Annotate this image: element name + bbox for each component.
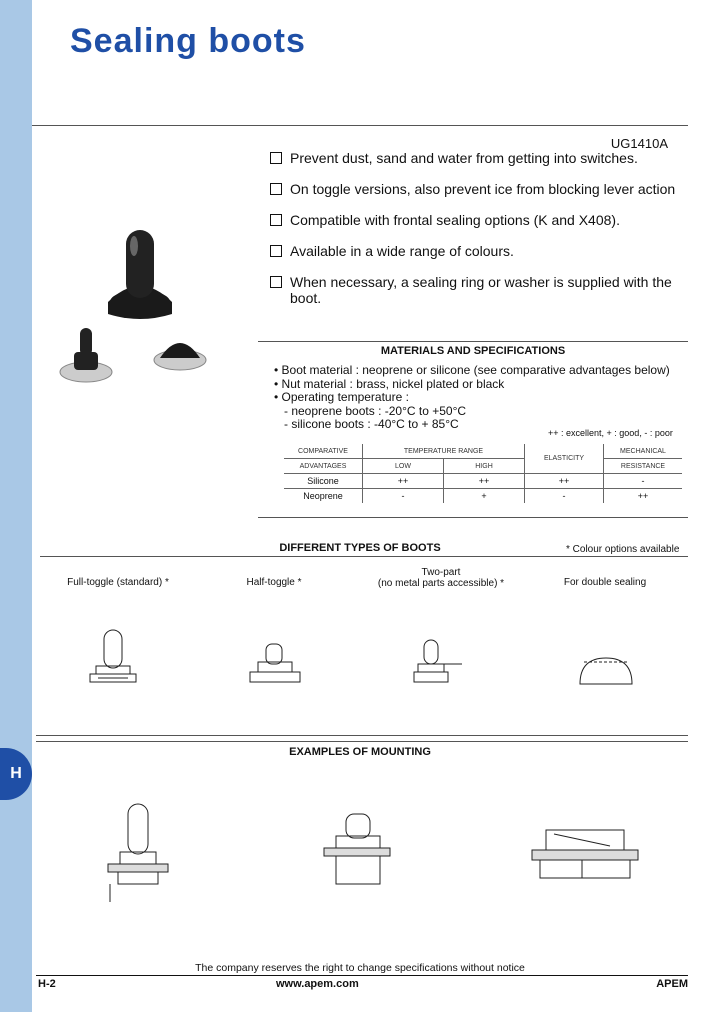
- materials-bottom-rule: [258, 517, 688, 518]
- table-cell: +: [444, 489, 525, 504]
- full-toggle-drawing: [86, 626, 146, 686]
- checkbox-square-icon: [270, 152, 282, 164]
- part-reference: UG1410A: [610, 136, 668, 151]
- mounting-example-drawing: [104, 798, 174, 908]
- page-number: H-2: [38, 978, 56, 990]
- spec-line: - silicone boots : -40°C to + 85°C: [284, 417, 459, 431]
- colour-note: * Colour options available: [566, 544, 680, 555]
- materials-top-rule: [258, 341, 688, 342]
- types-rule: [40, 556, 688, 557]
- table-header: HIGH: [444, 459, 525, 474]
- feature-list: [270, 150, 690, 321]
- feature-item: On toggle versions, also prevent ice from blocking lever action: [270, 181, 690, 197]
- checkbox-square-icon: [270, 214, 282, 226]
- table-corner-label: COMPARATIVE: [284, 444, 363, 459]
- double-sealing-drawing: [576, 650, 636, 690]
- section-tab: H: [0, 748, 32, 800]
- table-row: [284, 489, 682, 504]
- title-divider: [32, 125, 688, 126]
- table-cell: -: [363, 489, 444, 504]
- table-cell: ++: [363, 474, 444, 489]
- table-header: LOW: [363, 459, 444, 474]
- checkbox-square-icon: [270, 183, 282, 195]
- two-part-drawing: [412, 636, 482, 696]
- table-cell: ++: [604, 489, 683, 504]
- table-cell: -: [525, 489, 604, 504]
- boot-types-title: DIFFERENT TYPES OF BOOTS: [279, 542, 441, 554]
- checkbox-square-icon: [270, 245, 282, 257]
- boot-type-label: For double sealing: [563, 577, 647, 588]
- feature-item: When necessary, a sealing ring or washer is supplied with the boot.: [270, 274, 690, 306]
- mounting-example-drawing: [322, 808, 392, 888]
- website-link[interactable]: www.apem.com: [276, 978, 359, 990]
- table-header: MECHANICAL: [604, 444, 683, 459]
- spec-line: • Operating temperature :: [274, 390, 409, 404]
- rating-legend: ++ : excellent, + : good, - : poor: [548, 428, 673, 438]
- product-photo: [48, 210, 248, 410]
- feature-item: Compatible with frontal sealing options (K and X408).: [270, 212, 690, 228]
- table-cell: -: [604, 474, 683, 489]
- spec-line: • Boot material : neoprene or silicone (see comparative advantages below): [274, 363, 670, 377]
- table-cell: Neoprene: [303, 491, 343, 501]
- footer-rule: [36, 975, 688, 976]
- table-cell: Silicone: [284, 474, 363, 489]
- feature-item: Available in a wide range of colours.: [270, 243, 690, 259]
- boot-type-label: Full-toggle (standard) *: [67, 577, 169, 588]
- table-header: TEMPERATURE RANGE: [363, 444, 525, 459]
- table-header: RESISTANCE: [604, 459, 683, 474]
- materials-specs: [274, 364, 670, 432]
- boot-type-label: Two-part (no metal parts accessible) *: [377, 567, 505, 589]
- checkbox-square-icon: [270, 276, 282, 288]
- mounting-rule-top: [36, 735, 688, 736]
- table-cell: ++: [444, 474, 525, 489]
- page-title: Sealing boots: [70, 22, 306, 60]
- table-header: ELASTICITY: [525, 444, 604, 474]
- left-sidebar-band: [0, 0, 32, 1012]
- materials-title: MATERIALS AND SPECIFICATIONS: [380, 345, 566, 357]
- mounting-example-drawing: [530, 826, 640, 886]
- feature-item: Prevent dust, sand and water from getting into switches.: [270, 150, 690, 166]
- comparison-table: [284, 444, 682, 503]
- boot-type-label: Half-toggle *: [246, 577, 302, 588]
- footer-notice: The company reserves the right to change specifications without notice: [195, 962, 525, 974]
- half-toggle-drawing: [248, 636, 308, 696]
- mounting-title: EXAMPLES OF MOUNTING: [289, 746, 431, 758]
- spec-line: • Nut material : brass, nickel plated or black: [274, 376, 505, 391]
- table-cell: ++: [525, 474, 604, 489]
- table-corner-label: ADVANTAGES: [284, 459, 363, 474]
- table-row: [284, 474, 682, 489]
- brand-name: APEM: [656, 978, 688, 990]
- spec-line: - neoprene boots : -20°C to +50°C: [284, 403, 467, 418]
- mounting-rule-bottom: [36, 741, 688, 742]
